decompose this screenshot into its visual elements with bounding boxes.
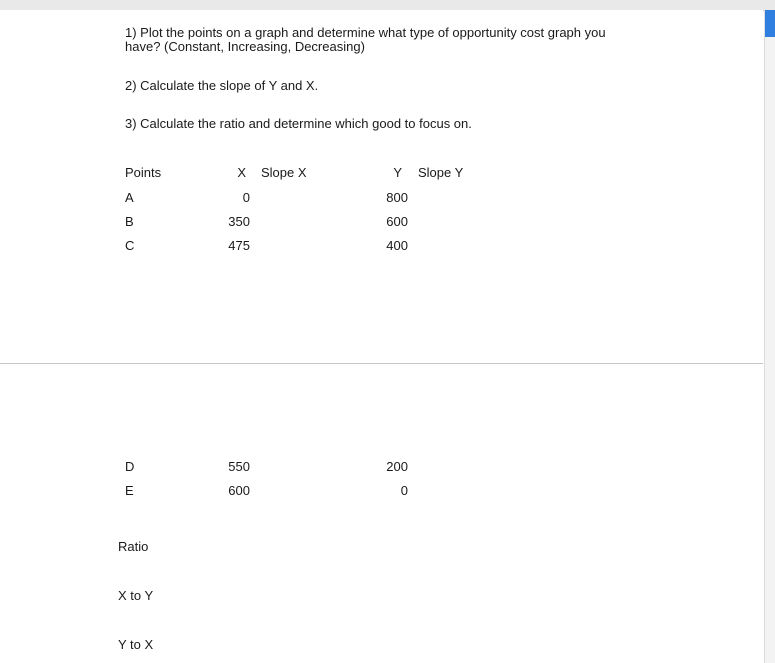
header-slope-y: Slope Y [418, 165, 464, 180]
question-1-line-1: 1) Plot the points on a graph and determine what type of opportunity cost graph you [125, 25, 606, 40]
question-3: 3) Calculate the ratio and determine which good to focus on. [125, 116, 472, 131]
row-c-x: 475 [228, 238, 250, 253]
row-b-x: 350 [228, 214, 250, 229]
scrollbar-thumb[interactable] [765, 10, 775, 37]
ratio-title: Ratio [118, 539, 149, 554]
row-b-point: B [125, 214, 134, 229]
header-points: Points [125, 165, 162, 180]
question-1-line-2: have? (Constant, Increasing, Decreasing) [125, 39, 365, 54]
row-d-point: D [125, 459, 135, 474]
vertical-scrollbar[interactable] [764, 10, 775, 663]
row-e-x: 600 [228, 483, 250, 498]
ratio-x-to-y: X to Y [118, 588, 154, 603]
row-b-y: 600 [386, 214, 408, 229]
question-2: 2) Calculate the slope of Y and X. [125, 78, 319, 93]
row-a-y: 800 [386, 190, 408, 205]
document-page-2 [0, 365, 763, 663]
header-slope-x: Slope X [261, 165, 307, 180]
row-c-point: C [125, 238, 135, 253]
ratio-y-to-x: Y to X [118, 637, 154, 652]
row-e-y: 0 [400, 483, 408, 498]
header-x: X [237, 165, 246, 180]
header-y: Y [393, 165, 402, 180]
row-a-point: A [125, 190, 134, 205]
row-a-x: 0 [242, 190, 250, 205]
page-break [0, 363, 763, 364]
row-e-point: E [125, 483, 134, 498]
row-d-x: 550 [228, 459, 250, 474]
row-c-y: 400 [386, 238, 408, 253]
document-page-1 [0, 10, 763, 363]
row-d-y: 200 [386, 459, 408, 474]
